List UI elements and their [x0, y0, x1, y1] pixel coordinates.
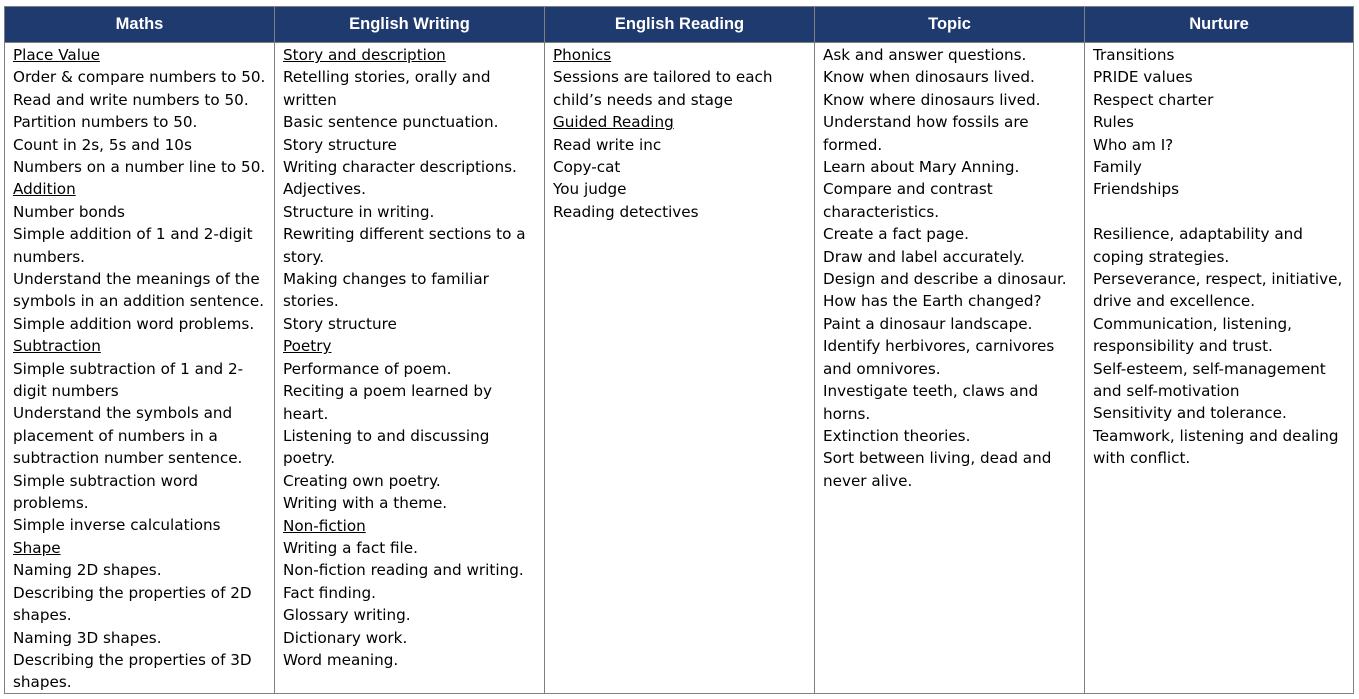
- list-item: You judge: [553, 180, 627, 199]
- list-item: Rules: [1093, 113, 1134, 132]
- list-item: Making changes to familiar stories.: [283, 270, 489, 311]
- list-item: Draw and label accurately.: [823, 247, 1025, 266]
- list-item: Partition numbers to 50.: [13, 113, 198, 132]
- list-item: Numbers on a number line to 50.: [13, 157, 266, 176]
- list-item: Read and write numbers to 50.: [13, 90, 249, 109]
- list-item: Sensitivity and tolerance.: [1093, 404, 1287, 423]
- section-heading: Guided Reading: [553, 113, 674, 132]
- list-item: Writing with a theme.: [283, 494, 448, 513]
- list-item: Transitions: [1093, 46, 1175, 64]
- column-body: [5, 43, 274, 693]
- list-item: Know where dinosaurs lived.: [823, 90, 1041, 109]
- section-heading: Subtraction: [13, 337, 101, 356]
- section-heading: Shape: [13, 538, 61, 557]
- list-item: Read write inc: [553, 135, 662, 154]
- column-topic: [815, 7, 1085, 693]
- list-item: Describing the properties of 2D shapes.: [13, 583, 252, 625]
- list-item: Naming 2D shapes.: [13, 561, 162, 580]
- list-item: Fact finding.: [283, 583, 376, 602]
- column-header: Nurture: [1085, 7, 1353, 43]
- list-item: Understand the symbols and placement of numbers in a subtraction number sentence.: [13, 404, 243, 468]
- list-item: Self-esteem, self-management and self-motivation: [1093, 359, 1326, 401]
- list-item: Family: [1093, 158, 1142, 177]
- section-heading: Addition: [13, 180, 76, 199]
- section-heading: Phonics: [553, 46, 612, 64]
- list-item: Simple subtraction word problems.: [13, 471, 198, 513]
- curriculum-table: [4, 6, 1354, 694]
- list-item: Who am I?: [1093, 135, 1174, 154]
- spacer-line: [1093, 201, 1347, 223]
- column-header: Topic: [815, 7, 1084, 43]
- list-item: Describing the properties of 3D shapes.: [13, 650, 252, 692]
- list-item: Compare and contrast characteristics.: [823, 180, 993, 221]
- list-item: Simple inverse calculations: [13, 516, 221, 535]
- list-item: Know when dinosaurs lived.: [823, 68, 1035, 87]
- column-body: [545, 43, 814, 223]
- list-item: Retelling stories, orally and written: [283, 68, 491, 109]
- list-item: Design and describe a dinosaur.: [823, 270, 1067, 289]
- list-item: Count in 2s, 5s and 10s: [13, 135, 192, 154]
- column-maths: [5, 7, 275, 693]
- list-item: Reciting a poem learned by heart.: [283, 382, 492, 423]
- list-item: PRIDE values: [1093, 68, 1193, 87]
- list-item: Glossary writing.: [283, 606, 411, 625]
- list-item: Sessions are tailored to each child’s needs and stage: [553, 68, 773, 109]
- list-item: Simple addition word problems.: [13, 314, 255, 333]
- column-english-writing: [275, 7, 545, 693]
- list-item: Sort between living, dead and never alive.: [823, 449, 1052, 490]
- list-item: Word meaning.: [283, 650, 399, 669]
- list-item: Writing character descriptions.: [283, 158, 517, 177]
- section-heading: Non-fiction: [283, 516, 366, 535]
- list-item: Performance of poem.: [283, 359, 452, 378]
- list-item: Adjectives.: [283, 180, 366, 199]
- list-item: Reading detectives: [553, 202, 699, 221]
- list-item: Structure in writing.: [283, 202, 435, 221]
- list-item: Perseverance, respect, initiative, drive and excellence.: [1093, 270, 1343, 311]
- section-heading: Place Value: [13, 45, 100, 64]
- list-item: Communication, listening, responsibility and trust.: [1093, 314, 1292, 356]
- list-item: Respect charter: [1093, 90, 1214, 109]
- list-item: Friendships: [1093, 180, 1180, 199]
- column-header: English Writing: [275, 7, 544, 43]
- list-item: Writing a fact file.: [283, 538, 418, 557]
- list-item: Naming 3D shapes.: [13, 628, 162, 647]
- list-item: Resilience, adaptability and coping strategies.: [1093, 225, 1303, 266]
- list-item: Teamwork, listening and dealing with conflict.: [1093, 426, 1339, 468]
- list-item: Investigate teeth, claws and horns.: [823, 382, 1039, 423]
- column-header: Maths: [5, 7, 274, 43]
- list-item: Create a fact page.: [823, 225, 969, 244]
- list-item: Creating own poetry.: [283, 471, 441, 490]
- list-item: Understand how fossils are formed.: [823, 113, 1029, 154]
- list-item: How has the Earth changed?: [823, 292, 1042, 311]
- list-item: Simple subtraction of 1 and 2-digit numbers: [13, 359, 244, 401]
- list-item: Dictionary work.: [283, 628, 408, 647]
- list-item: Story structure: [283, 314, 397, 333]
- list-item: Story structure: [283, 135, 397, 154]
- column-english-reading: [545, 7, 815, 693]
- column-nurture: [1085, 7, 1353, 693]
- section-heading: Story and description: [283, 46, 446, 64]
- list-item: Basic sentence punctuation.: [283, 113, 499, 132]
- list-item: Listening to and discussing poetry.: [283, 426, 490, 468]
- list-item: Learn about Mary Anning.: [823, 158, 1020, 177]
- column-body: [1085, 43, 1353, 470]
- list-item: Simple addition of 1 and 2-digit numbers.: [13, 225, 253, 266]
- list-item: Identify herbivores, carnivores and omnivores.: [823, 337, 1055, 378]
- column-header: English Reading: [545, 7, 814, 43]
- column-body: [275, 43, 544, 671]
- list-item: Non-fiction reading and writing.: [283, 561, 524, 580]
- list-item: Copy-cat: [553, 158, 621, 177]
- list-item: Ask and answer questions.: [823, 46, 1027, 64]
- column-body: [815, 43, 1084, 492]
- list-item: Rewriting different sections to a story.: [283, 225, 526, 266]
- list-item: Understand the meanings of the symbols in an addition sentence.: [13, 270, 265, 311]
- list-item: Paint a dinosaur landscape.: [823, 314, 1033, 333]
- list-item: Extinction theories.: [823, 426, 971, 445]
- list-item: Order & compare numbers to 50.: [13, 68, 266, 87]
- section-heading: Poetry: [283, 337, 332, 356]
- list-item: Number bonds: [13, 202, 125, 221]
